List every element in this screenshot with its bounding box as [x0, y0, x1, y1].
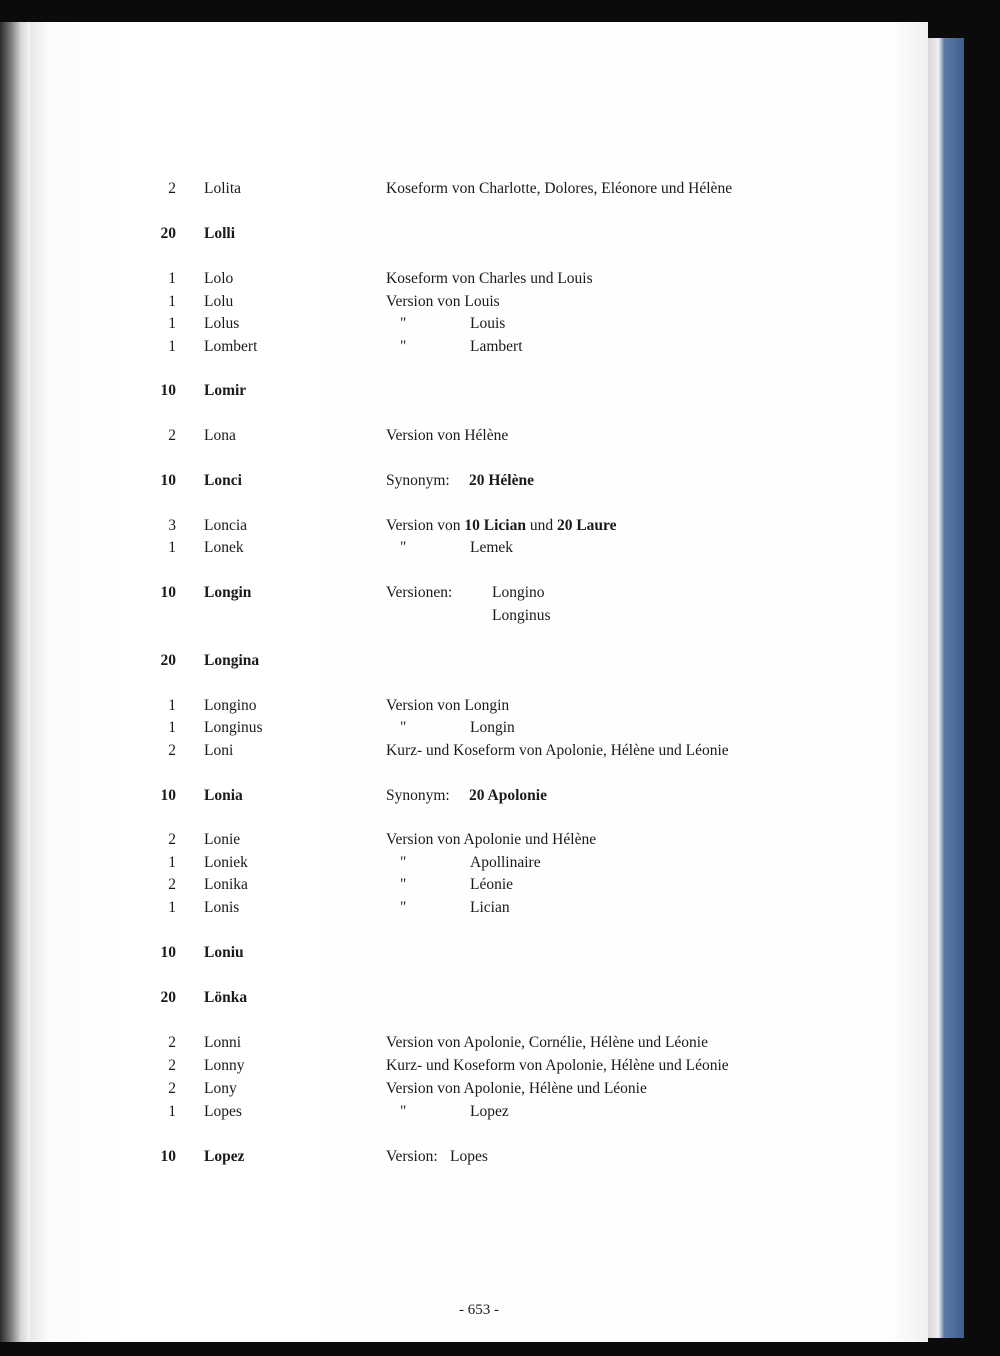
- entry-name: Lonny: [204, 1057, 245, 1074]
- entry-name: Lonia: [204, 787, 243, 804]
- entry-count: 1: [168, 899, 176, 916]
- version-label: Version:: [386, 1148, 438, 1165]
- entry-name: Loncia: [204, 517, 248, 534]
- ditto-mark: ": [400, 315, 407, 332]
- entry-description: Koseform von Charles und Louis: [386, 270, 593, 287]
- entry-name: Lopes: [204, 1103, 242, 1120]
- entry-row: [30, 178, 928, 200]
- entry-count: 2: [168, 1080, 176, 1097]
- entry-count: 20: [160, 652, 176, 669]
- entry-name: Lomir: [204, 382, 247, 399]
- entry-reference: Longin: [470, 719, 515, 736]
- ditto-mark: ": [400, 539, 407, 556]
- entry-description: Version von Apolonie und Hélène: [386, 831, 597, 848]
- entry-name: Lony: [204, 1080, 237, 1097]
- entry-row: [30, 1078, 928, 1100]
- entry-count: 1: [168, 270, 176, 287]
- entry-description: Version von 10 Lician und 20 Laure: [386, 517, 617, 534]
- entry-row: [30, 874, 928, 896]
- entry-row: [30, 582, 928, 604]
- entry-row: [30, 829, 928, 851]
- entry-row: [30, 1146, 928, 1168]
- entry-name: Lonek: [204, 539, 244, 556]
- entry-row: [30, 537, 928, 559]
- versions-label: Versionen:: [386, 584, 453, 601]
- entry-row: [30, 223, 928, 245]
- entry-name: Lopez: [204, 1148, 245, 1165]
- entry-count: 20: [160, 989, 176, 1006]
- entry-count: 1: [168, 1103, 176, 1120]
- synonym-label: Synonym:: [386, 787, 450, 804]
- entry-reference: Louis: [470, 315, 506, 332]
- entry-name: Lolu: [204, 293, 234, 310]
- ditto-mark: ": [400, 899, 407, 916]
- entry-row: [30, 650, 928, 672]
- entry-name: Lombert: [204, 338, 258, 355]
- entry-count: 2: [168, 876, 176, 893]
- ditto-mark: ": [400, 876, 407, 893]
- entry-count: 10: [160, 1148, 176, 1165]
- entry-name: Lolus: [204, 315, 240, 332]
- entry-row: [30, 268, 928, 290]
- entry-row: [30, 785, 928, 807]
- ditto-mark: ": [400, 1103, 407, 1120]
- entry-row: [30, 717, 928, 739]
- entry-count: 2: [168, 1057, 176, 1074]
- synonym-value: 20 Apolonie: [469, 787, 547, 804]
- entry-row: [30, 740, 928, 762]
- entry-name: Loniek: [204, 854, 248, 871]
- entry-count: 10: [160, 944, 176, 961]
- entry-reference: Lemek: [470, 539, 514, 556]
- synonym-label: Synonym:: [386, 472, 450, 489]
- entry-row: [30, 470, 928, 492]
- entry-reference: Lician: [470, 899, 510, 916]
- ditto-mark: ": [400, 338, 407, 355]
- entry-row-continuation: [30, 605, 928, 627]
- entry-name: Lönka: [204, 989, 248, 1006]
- entry-name: Longino: [204, 697, 257, 714]
- ditto-mark: ": [400, 854, 407, 871]
- entry-description: Version von Louis: [386, 293, 500, 310]
- ditto-mark: ": [400, 719, 407, 736]
- entry-row: [30, 987, 928, 1009]
- entry-name: Lonci: [204, 472, 242, 489]
- entry-row: [30, 1101, 928, 1123]
- entry-count: 3: [168, 517, 176, 534]
- entry-row: [30, 336, 928, 358]
- entry-count: 1: [168, 697, 176, 714]
- book-page: [30, 22, 928, 1342]
- entry-count: 10: [160, 472, 176, 489]
- entry-count: 2: [168, 1034, 176, 1051]
- entry-count: 1: [168, 539, 176, 556]
- entry-row: [30, 1032, 928, 1054]
- entry-reference: Apollinaire: [470, 854, 541, 871]
- entry-description: Kurz- und Koseform von Apolonie, Hélène und Léonie: [386, 1057, 729, 1074]
- entry-name: Lona: [204, 427, 236, 444]
- entry-row: [30, 1055, 928, 1077]
- entry-row: [30, 942, 928, 964]
- entry-name: Loni: [204, 742, 234, 759]
- entry-name: Loniu: [204, 944, 244, 961]
- entry-count: 2: [168, 427, 176, 444]
- entry-row: [30, 695, 928, 717]
- entry-description: Kurz- und Koseform von Apolonie, Hélène und Léonie: [386, 742, 729, 759]
- entry-row: [30, 313, 928, 335]
- entry-row: [30, 425, 928, 447]
- entry-count: 2: [168, 831, 176, 848]
- synonym-value: 20 Hélène: [469, 472, 534, 489]
- entry-description: Koseform von Charlotte, Dolores, Eléonore und Hélène: [386, 180, 733, 197]
- entry-count: 2: [168, 180, 176, 197]
- entry-description: Version von Hélène: [386, 427, 509, 444]
- entry-count: 1: [168, 719, 176, 736]
- entry-name: Lonni: [204, 1034, 242, 1051]
- version-value: Lopes: [450, 1148, 488, 1165]
- entry-name: Lolli: [204, 225, 236, 242]
- entry-row: [30, 897, 928, 919]
- entry-row: [30, 852, 928, 874]
- entry-row: [30, 380, 928, 402]
- entry-name: Lolo: [204, 270, 234, 287]
- entry-count: 1: [168, 315, 176, 332]
- entry-count: 1: [168, 293, 176, 310]
- entry-count: 10: [160, 382, 176, 399]
- entry-name: Lonika: [204, 876, 248, 893]
- page-number: - 653 -: [459, 1302, 499, 1318]
- entry-count: 20: [160, 225, 176, 242]
- entry-row: [30, 515, 928, 537]
- entry-description: Version von Apolonie, Cornélie, Hélène und Léonie: [386, 1034, 708, 1051]
- entry-name: Longina: [204, 652, 260, 669]
- entry-reference: Lopez: [470, 1103, 509, 1120]
- entry-name: Lolita: [204, 180, 242, 197]
- entry-description: Version von Apolonie, Hélène und Léonie: [386, 1080, 647, 1097]
- entry-reference: Léonie: [470, 876, 514, 893]
- version-value: Longino: [492, 584, 545, 601]
- entry-description: Version von Longin: [386, 697, 510, 714]
- book-spine-left: [0, 22, 30, 1342]
- version-value: Longinus: [492, 607, 551, 624]
- entry-reference: Lambert: [470, 338, 523, 355]
- entry-count: 10: [160, 787, 176, 804]
- entry-row: [30, 291, 928, 313]
- entry-count: 10: [160, 584, 176, 601]
- entry-name: Longin: [204, 584, 252, 601]
- entry-count: 1: [168, 338, 176, 355]
- entry-name: Lonis: [204, 899, 240, 916]
- book-cover-edge: [928, 38, 964, 1338]
- entry-count: 1: [168, 854, 176, 871]
- entry-count: 2: [168, 742, 176, 759]
- entry-name: Lonie: [204, 831, 241, 848]
- entry-name: Longinus: [204, 719, 263, 736]
